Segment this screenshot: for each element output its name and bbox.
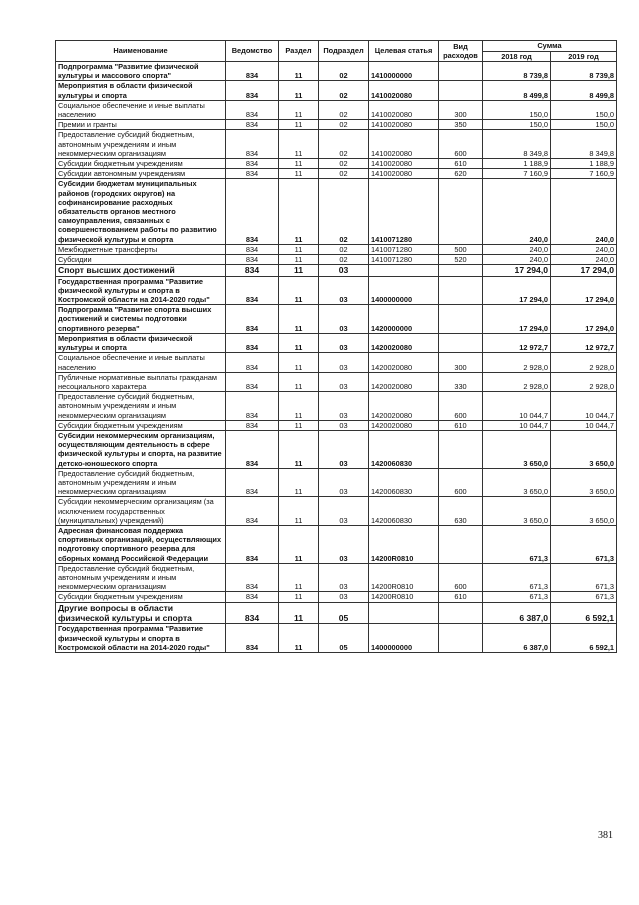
row-name-cell: Предоставление субсидий бюджетным, автономным учреждениям и иным некоммерческим организациям: [56, 392, 226, 421]
row-name-cell: Государственная программа "Развитие физической культуры и спорта в Костромской области на 2014-2020 годы": [56, 624, 226, 653]
row-vid-rashodov-cell: 300: [439, 353, 483, 372]
row-vedomstvo-cell: 834: [226, 592, 279, 602]
row-sum-2019-cell: 2 928,0: [551, 353, 617, 372]
row-razdel-cell: 11: [279, 624, 319, 653]
row-celevaya-statya-cell: 1410020080: [369, 81, 439, 100]
row-celevaya-statya-cell: 1420060830: [369, 430, 439, 468]
row-name-cell: Субсидии: [56, 255, 226, 265]
row-vedomstvo-cell: 834: [226, 392, 279, 421]
row-vedomstvo-cell: 834: [226, 305, 279, 334]
row-razdel-cell: 11: [279, 159, 319, 169]
table-row: [56, 81, 617, 100]
row-sum-2018-cell: 1 188,9: [483, 159, 551, 169]
row-sum-2018-cell: 6 387,0: [483, 624, 551, 653]
row-celevaya-statya-cell: 14200R0810: [369, 592, 439, 602]
row-name-cell: Мероприятия в области физической культуры и спорта: [56, 333, 226, 352]
row-sum-2019-cell: 150,0: [551, 100, 617, 119]
row-vid-rashodov-cell: [439, 276, 483, 305]
row-vid-rashodov-cell: 600: [439, 130, 483, 159]
row-razdel-cell: 11: [279, 81, 319, 100]
row-vedomstvo-cell: 834: [226, 244, 279, 254]
row-sum-2018-cell: 12 972,7: [483, 333, 551, 352]
row-sum-2018-cell: 17 294,0: [483, 276, 551, 305]
row-vedomstvo-cell: 834: [226, 602, 279, 624]
row-razdel-cell: 11: [279, 430, 319, 468]
row-razdel-cell: 11: [279, 468, 319, 497]
row-podrazdel-cell: 03: [319, 420, 369, 430]
row-name-cell: Спорт высших достижений: [56, 265, 226, 276]
row-razdel-cell: 11: [279, 276, 319, 305]
row-vedomstvo-cell: 834: [226, 130, 279, 159]
row-sum-2019-cell: 8 739,8: [551, 62, 617, 81]
row-podrazdel-cell: 03: [319, 276, 369, 305]
row-podrazdel-cell: 02: [319, 179, 369, 244]
row-podrazdel-cell: 02: [319, 120, 369, 130]
row-sum-2019-cell: 1 188,9: [551, 159, 617, 169]
table-header: [56, 41, 617, 62]
row-sum-2019-cell: 8 499,8: [551, 81, 617, 100]
page-number: 381: [598, 830, 613, 841]
row-name-cell: Другие вопросы в области физической культуры и спорта: [56, 602, 226, 624]
table-row: [56, 624, 617, 653]
table-row: [56, 592, 617, 602]
row-podrazdel-cell: 03: [319, 305, 369, 334]
row-celevaya-statya-cell: 1420000000: [369, 305, 439, 334]
row-vid-rashodov-cell: 500: [439, 244, 483, 254]
row-sum-2019-cell: 240,0: [551, 244, 617, 254]
row-celevaya-statya-cell: 1420020080: [369, 420, 439, 430]
row-sum-2019-cell: 17 294,0: [551, 276, 617, 305]
row-celevaya-statya-cell: 1410020080: [369, 159, 439, 169]
row-name-cell: Публичные нормативные выплаты гражданам несоциального характера: [56, 372, 226, 391]
row-vedomstvo-cell: 834: [226, 62, 279, 81]
row-celevaya-statya-cell: 14200R0810: [369, 563, 439, 592]
row-razdel-cell: 11: [279, 130, 319, 159]
row-podrazdel-cell: 03: [319, 468, 369, 497]
row-sum-2019-cell: 6 592,1: [551, 602, 617, 624]
table-row: [56, 244, 617, 254]
row-celevaya-statya-cell: [369, 265, 439, 276]
header-year-2019: 2019 год: [551, 51, 617, 62]
row-name-cell: Государственная программа "Развитие физической культуры и спорта в Костромской области на 2014-2020 годы": [56, 276, 226, 305]
row-razdel-cell: 11: [279, 333, 319, 352]
row-razdel-cell: 11: [279, 602, 319, 624]
table-row: [56, 255, 617, 265]
row-celevaya-statya-cell: 1420020080: [369, 372, 439, 391]
row-sum-2019-cell: 150,0: [551, 120, 617, 130]
table-row: [56, 169, 617, 179]
row-celevaya-statya-cell: 1400000000: [369, 624, 439, 653]
row-vid-rashodov-cell: 630: [439, 497, 483, 526]
row-podrazdel-cell: 02: [319, 62, 369, 81]
table-row: [56, 392, 617, 421]
row-podrazdel-cell: 03: [319, 430, 369, 468]
header-name: Наименование: [56, 41, 226, 62]
row-vedomstvo-cell: 834: [226, 81, 279, 100]
row-vedomstvo-cell: 834: [226, 120, 279, 130]
table-row: [56, 276, 617, 305]
row-sum-2018-cell: 240,0: [483, 244, 551, 254]
row-podrazdel-cell: 05: [319, 602, 369, 624]
row-podrazdel-cell: 03: [319, 333, 369, 352]
header-podrazdel: Подраздел: [319, 41, 369, 62]
row-vid-rashodov-cell: 330: [439, 372, 483, 391]
row-razdel-cell: 11: [279, 420, 319, 430]
row-sum-2019-cell: 3 650,0: [551, 468, 617, 497]
row-celevaya-statya-cell: 1410071280: [369, 179, 439, 244]
row-name-cell: Субсидии бюджетам муниципальных районов (городских округов) на софинансирование расходных обязательств органов местного самоуправления, связанных с совершенствованием работы по развитию физической культуры и спорта: [56, 179, 226, 244]
row-sum-2019-cell: 3 650,0: [551, 430, 617, 468]
row-sum-2018-cell: 671,3: [483, 563, 551, 592]
row-vedomstvo-cell: 834: [226, 169, 279, 179]
row-razdel-cell: 11: [279, 353, 319, 372]
header-razdel: Раздел: [279, 41, 319, 62]
table-row: [56, 179, 617, 244]
row-vid-rashodov-cell: 620: [439, 169, 483, 179]
row-vedomstvo-cell: 834: [226, 468, 279, 497]
row-sum-2018-cell: 8 499,8: [483, 81, 551, 100]
row-razdel-cell: 11: [279, 372, 319, 391]
row-sum-2018-cell: 7 160,9: [483, 169, 551, 179]
row-sum-2019-cell: 240,0: [551, 179, 617, 244]
row-podrazdel-cell: 02: [319, 100, 369, 119]
row-vid-rashodov-cell: 300: [439, 100, 483, 119]
table-row: [56, 525, 617, 563]
row-razdel-cell: 11: [279, 255, 319, 265]
row-name-cell: Подпрограмма "Развитие спорта высших достижений и системы подготовки спортивного резерва": [56, 305, 226, 334]
row-name-cell: Социальное обеспечение и иные выплаты населению: [56, 100, 226, 119]
row-sum-2018-cell: 671,3: [483, 592, 551, 602]
row-vid-rashodov-cell: [439, 525, 483, 563]
row-sum-2018-cell: 671,3: [483, 525, 551, 563]
row-vedomstvo-cell: 834: [226, 624, 279, 653]
row-vedomstvo-cell: 834: [226, 255, 279, 265]
row-vid-rashodov-cell: 610: [439, 420, 483, 430]
header-year-2018: 2018 год: [483, 51, 551, 62]
row-sum-2019-cell: 6 592,1: [551, 624, 617, 653]
row-vid-rashodov-cell: 610: [439, 592, 483, 602]
row-sum-2018-cell: 3 650,0: [483, 497, 551, 526]
row-podrazdel-cell: 03: [319, 497, 369, 526]
row-celevaya-statya-cell: 1420020080: [369, 392, 439, 421]
row-razdel-cell: 11: [279, 169, 319, 179]
row-celevaya-statya-cell: 1420020080: [369, 333, 439, 352]
row-vid-rashodov-cell: [439, 265, 483, 276]
row-podrazdel-cell: 02: [319, 244, 369, 254]
row-sum-2018-cell: 150,0: [483, 120, 551, 130]
table-body: [56, 62, 617, 653]
row-podrazdel-cell: 03: [319, 265, 369, 276]
row-podrazdel-cell: 02: [319, 255, 369, 265]
row-podrazdel-cell: 03: [319, 592, 369, 602]
row-vid-rashodov-cell: 520: [439, 255, 483, 265]
row-sum-2018-cell: 3 650,0: [483, 430, 551, 468]
row-sum-2019-cell: 17 294,0: [551, 265, 617, 276]
row-name-cell: Мероприятия в области физической культуры и спорта: [56, 81, 226, 100]
row-podrazdel-cell: 03: [319, 563, 369, 592]
header-vid-rashodov: Вид расходов: [439, 41, 483, 62]
row-celevaya-statya-cell: 1410071280: [369, 255, 439, 265]
row-podrazdel-cell: 02: [319, 130, 369, 159]
table-row: [56, 353, 617, 372]
row-vid-rashodov-cell: [439, 333, 483, 352]
row-razdel-cell: 11: [279, 497, 319, 526]
table-row: [56, 420, 617, 430]
row-sum-2019-cell: 671,3: [551, 563, 617, 592]
row-sum-2018-cell: 8 349,8: [483, 130, 551, 159]
row-razdel-cell: 11: [279, 244, 319, 254]
row-celevaya-statya-cell: 1410071280: [369, 244, 439, 254]
header-celevaya-statya: Целевая статья: [369, 41, 439, 62]
row-vid-rashodov-cell: [439, 179, 483, 244]
row-sum-2019-cell: 3 650,0: [551, 497, 617, 526]
row-sum-2018-cell: 6 387,0: [483, 602, 551, 624]
row-celevaya-statya-cell: 1400000000: [369, 276, 439, 305]
row-celevaya-statya-cell: [369, 602, 439, 624]
row-name-cell: Предоставление субсидий бюджетным, автономным учреждениям и иным некоммерческим организациям: [56, 468, 226, 497]
table-row: [56, 468, 617, 497]
row-razdel-cell: 11: [279, 120, 319, 130]
row-name-cell: Субсидии бюджетным учреждениям: [56, 592, 226, 602]
row-podrazdel-cell: 02: [319, 169, 369, 179]
row-celevaya-statya-cell: 1410020080: [369, 120, 439, 130]
row-vedomstvo-cell: 834: [226, 333, 279, 352]
table-row: [56, 159, 617, 169]
row-celevaya-statya-cell: 1410020080: [369, 130, 439, 159]
row-vid-rashodov-cell: 600: [439, 468, 483, 497]
budget-table: [55, 40, 617, 653]
row-podrazdel-cell: 03: [319, 353, 369, 372]
row-vedomstvo-cell: 834: [226, 525, 279, 563]
row-vedomstvo-cell: 834: [226, 276, 279, 305]
row-sum-2019-cell: 10 044,7: [551, 420, 617, 430]
row-sum-2019-cell: 671,3: [551, 525, 617, 563]
row-vid-rashodov-cell: [439, 624, 483, 653]
row-podrazdel-cell: 03: [319, 392, 369, 421]
row-vedomstvo-cell: 834: [226, 100, 279, 119]
row-sum-2019-cell: 2 928,0: [551, 372, 617, 391]
row-celevaya-statya-cell: 1410000000: [369, 62, 439, 81]
row-razdel-cell: 11: [279, 525, 319, 563]
table-row: [56, 305, 617, 334]
row-podrazdel-cell: 03: [319, 372, 369, 391]
row-vedomstvo-cell: 834: [226, 420, 279, 430]
row-sum-2018-cell: 240,0: [483, 179, 551, 244]
table-row: [56, 430, 617, 468]
row-name-cell: Субсидии некоммерческим организациям, осуществляющим деятельность в сфере физической культуры и спорта, на развитие детско-юношеского спорта: [56, 430, 226, 468]
row-vedomstvo-cell: 834: [226, 265, 279, 276]
row-name-cell: Социальное обеспечение и иные выплаты населению: [56, 353, 226, 372]
row-sum-2018-cell: 2 928,0: [483, 353, 551, 372]
row-sum-2018-cell: 17 294,0: [483, 305, 551, 334]
table-row: [56, 602, 617, 624]
table-row: [56, 130, 617, 159]
header-summa: Сумма: [483, 41, 617, 52]
row-name-cell: Межбюджетные трансферты: [56, 244, 226, 254]
row-vedomstvo-cell: 834: [226, 430, 279, 468]
row-name-cell: Предоставление субсидий бюджетным, автономным учреждениям и иным некоммерческим организациям: [56, 563, 226, 592]
row-sum-2019-cell: 10 044,7: [551, 392, 617, 421]
row-razdel-cell: 11: [279, 305, 319, 334]
row-sum-2019-cell: 17 294,0: [551, 305, 617, 334]
row-sum-2018-cell: 10 044,7: [483, 420, 551, 430]
row-podrazdel-cell: 02: [319, 81, 369, 100]
table-row: [56, 120, 617, 130]
row-celevaya-statya-cell: 14200R0810: [369, 525, 439, 563]
row-celevaya-statya-cell: 1410020080: [369, 169, 439, 179]
row-vedomstvo-cell: 834: [226, 497, 279, 526]
row-vedomstvo-cell: 834: [226, 372, 279, 391]
row-vid-rashodov-cell: 350: [439, 120, 483, 130]
row-sum-2019-cell: 240,0: [551, 255, 617, 265]
row-podrazdel-cell: 03: [319, 525, 369, 563]
table-row: [56, 372, 617, 391]
row-vid-rashodov-cell: [439, 305, 483, 334]
row-razdel-cell: 11: [279, 392, 319, 421]
row-vid-rashodov-cell: [439, 81, 483, 100]
header-vedomstvo: Ведомство: [226, 41, 279, 62]
row-vid-rashodov-cell: [439, 602, 483, 624]
row-podrazdel-cell: 05: [319, 624, 369, 653]
row-sum-2018-cell: 8 739,8: [483, 62, 551, 81]
row-razdel-cell: 11: [279, 179, 319, 244]
row-razdel-cell: 11: [279, 563, 319, 592]
row-sum-2018-cell: 17 294,0: [483, 265, 551, 276]
row-vedomstvo-cell: 834: [226, 179, 279, 244]
row-sum-2018-cell: 240,0: [483, 255, 551, 265]
row-name-cell: Адресная финансовая поддержка спортивных организаций, осуществляющих подготовку спортивного резерва для сборных команд Российской Федерации: [56, 525, 226, 563]
table-row: [56, 333, 617, 352]
row-razdel-cell: 11: [279, 100, 319, 119]
row-vid-rashodov-cell: 610: [439, 159, 483, 169]
row-name-cell: Субсидии бюджетным учреждениям: [56, 420, 226, 430]
table-row: [56, 265, 617, 276]
row-sum-2018-cell: 2 928,0: [483, 372, 551, 391]
row-celevaya-statya-cell: 1420060830: [369, 468, 439, 497]
table-row: [56, 100, 617, 119]
row-celevaya-statya-cell: 1420060830: [369, 497, 439, 526]
row-sum-2018-cell: 10 044,7: [483, 392, 551, 421]
table-row: [56, 497, 617, 526]
row-sum-2018-cell: 3 650,0: [483, 468, 551, 497]
table-row: [56, 62, 617, 81]
row-vedomstvo-cell: 834: [226, 353, 279, 372]
row-sum-2019-cell: 12 972,7: [551, 333, 617, 352]
row-podrazdel-cell: 02: [319, 159, 369, 169]
row-name-cell: Подпрограмма "Развитие физической культуры и массового спорта": [56, 62, 226, 81]
row-razdel-cell: 11: [279, 62, 319, 81]
row-celevaya-statya-cell: 1410020080: [369, 100, 439, 119]
row-vid-rashodov-cell: 600: [439, 563, 483, 592]
row-vedomstvo-cell: 834: [226, 159, 279, 169]
row-sum-2019-cell: 8 349,8: [551, 130, 617, 159]
row-razdel-cell: 11: [279, 265, 319, 276]
row-name-cell: Предоставление субсидий бюджетным, автономным учреждениям и иным некоммерческим организациям: [56, 130, 226, 159]
row-sum-2018-cell: 150,0: [483, 100, 551, 119]
row-name-cell: Субсидии автономным учреждениям: [56, 169, 226, 179]
row-name-cell: Субсидии некоммерческим организациям (за исключением государственных (муниципальных) учреждений): [56, 497, 226, 526]
row-razdel-cell: 11: [279, 592, 319, 602]
row-sum-2019-cell: 7 160,9: [551, 169, 617, 179]
row-celevaya-statya-cell: 1420020080: [369, 353, 439, 372]
row-name-cell: Субсидии бюджетным учреждениям: [56, 159, 226, 169]
row-sum-2019-cell: 671,3: [551, 592, 617, 602]
row-vid-rashodov-cell: [439, 430, 483, 468]
row-name-cell: Премии и гранты: [56, 120, 226, 130]
row-vedomstvo-cell: 834: [226, 563, 279, 592]
row-vid-rashodov-cell: [439, 62, 483, 81]
row-vid-rashodov-cell: 600: [439, 392, 483, 421]
table-row: [56, 563, 617, 592]
